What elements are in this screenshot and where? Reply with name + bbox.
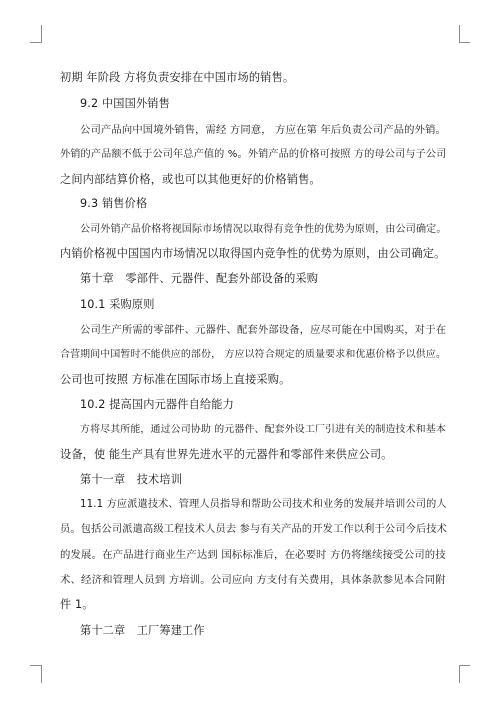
crop-mark-bottom-right-v (459, 665, 460, 683)
crop-mark-bottom-left-v (41, 665, 42, 683)
paragraph-line: 公司外销产品价格将视国际市场情况以取得有竞争性的优势为原则，由公司确定。 (80, 224, 447, 235)
paragraph-line: 公司也可按照 方标准在国际市场上直接采购。 (60, 373, 291, 386)
paragraph-line: 公司生产所需的零部件、元器件、配套外部设备，应尽可能在中国购买，对于在 (80, 324, 447, 336)
paragraph-line: 合营期间中国暂时不能供应的部份， 方应以符合规定的质量要求和优惠价格予以供应。 (60, 349, 447, 360)
paragraph-line: 件 1。 (60, 598, 94, 611)
paragraph-line: 外销的产品额不低于公司年总产值的 %。外销产品的价格可按照 方的母公司与子公司 (60, 149, 447, 160)
crop-mark-bottom-left-h (30, 665, 41, 666)
crop-mark-top-left-h (30, 42, 41, 43)
paragraph-line: 公司产品向中国境外销售，需经 方同意， 方应在第 年后负责公司产品的外销。 (80, 124, 447, 136)
paragraph-line: 术、经济和管理人员到 方培训。公司应向 方支付有关费用，具体条款参见本合同附 (60, 574, 446, 586)
section-heading-10-1: 10.1 采购原则 (80, 298, 155, 311)
paragraph-line: 内销价格视中国国内市场情况以取得国内竞争性的优势为原则，由公司确定。 (60, 247, 446, 260)
chapter-heading-10: 第十章 零部件、元器件、配套外部设备的采购 (80, 272, 319, 285)
crop-mark-top-right-v (459, 25, 460, 43)
section-heading-9-3: 9.3 销售价格 (80, 197, 148, 210)
paragraph-line: 的发展。在产品进行商业生产达到 国标标准后，在必要时 方仍将继续接受公司的技 (60, 549, 446, 561)
paragraph-line: 初期 年阶段 方将负责安排在中国市场的销售。 (60, 71, 295, 84)
paragraph-line: 之间内部结算价格，或也可以其他更好的价格销售。 (60, 173, 321, 186)
chapter-heading-11: 第十一章 技术培训 (80, 473, 183, 486)
section-heading-9-2: 9.2 中国国外销售 (80, 97, 170, 110)
crop-mark-top-left-v (41, 25, 42, 43)
chapter-heading-12: 第十二章 工厂筹建工作 (80, 624, 205, 637)
crop-mark-bottom-right-h (459, 665, 470, 666)
paragraph-line: 设备，使 能生产具有世界先进水平的元器件和零部件来供应公司。 (60, 448, 393, 461)
crop-mark-top-right-h (459, 42, 470, 43)
paragraph-line: 方将尽其所能，通过公司协助 的元器件、配套外设工厂引进有关的制造技术和基本 (80, 424, 446, 435)
paragraph-line: 员。包括公司派遣高级工程技术人员去 参与有关产品的开发工作以利于公司今后技术 (60, 524, 448, 535)
section-heading-10-2: 10.2 提高国内元器件自给能力 (80, 398, 234, 411)
paragraph-line: 11.1 方应派遣技术、管理人员指导和帮助公司技术和业务的发展并培训公司的人 (80, 499, 447, 510)
